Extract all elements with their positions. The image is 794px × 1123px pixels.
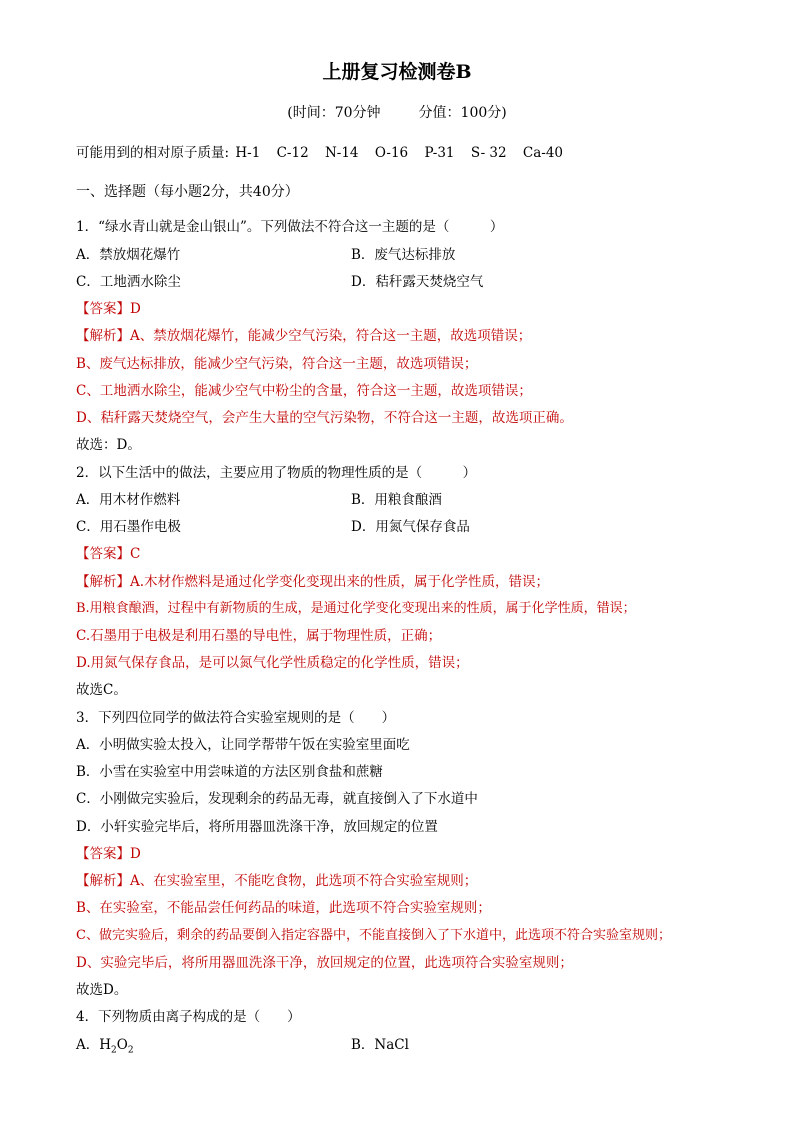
option-d: D．秸秆露天焚烧空气: [351, 274, 484, 290]
question-2-answer: 【答案】C: [76, 546, 141, 562]
question-3-answer: 【答案】D: [76, 846, 141, 862]
exam-info: [0, 104, 794, 122]
option-a: A．禁放烟花爆竹: [76, 247, 181, 263]
atomic-mass-item: N-14: [324, 145, 359, 161]
question-3-analysis-line: D、实验完毕后，将所用器皿洗涤干净，放回规定的位置，此选项符合实验室规则；: [76, 955, 573, 971]
question-1-analysis-line: 【解析】A、禁放烟花爆竹，能减少空气污染，符合这一主题，故选项错误；: [76, 328, 532, 344]
option-c: C．小刚做完实验后，发现剩余的药品无毒，就直接倒入了下水道中: [76, 791, 478, 807]
question-1-answer: 【答案】D: [76, 301, 141, 317]
question-1-stem: 1．“绿水青山就是金山银山”。下列做法不符合这一主题的是（ ）: [76, 219, 504, 235]
question-3-analysis-line: C、做完实验后，剩余的药品要倒入指定容器中，不能直接倒入了下水道中，此选项不符合实验室规则；: [76, 928, 671, 943]
total-score: 分值：100分): [418, 105, 507, 121]
page-title: 上册复习检测卷B: [322, 61, 472, 83]
option-b: B．废气达标排放: [351, 247, 456, 263]
section-heading: 一、选择题（每小题2分，共40分）: [76, 184, 299, 200]
option-d: D．用氮气保存食品: [351, 519, 470, 535]
atomic-mass-item: Ca-40: [522, 145, 564, 161]
question-4-options-row-1: [76, 1036, 716, 1054]
question-2-stem: 2．以下生活中的做法，主要应用了物质的物理性质的是（ ）: [76, 465, 477, 481]
option-b: B．NaCl: [351, 1037, 409, 1053]
question-2-options-row-1: [76, 491, 716, 509]
atomic-mass-item: P-31: [424, 145, 455, 161]
option-c: C．用石墨作电极: [76, 519, 181, 535]
question-3-conclusion: 故选D。: [76, 982, 128, 998]
question-1-conclusion: 故选：D。: [76, 437, 141, 453]
question-1-options-row-1: [76, 246, 716, 264]
question-2-analysis-line: C.石墨用于电极是利用石墨的导电性，属于物理性质，正确；: [76, 628, 442, 644]
question-2-options-row-2: [76, 518, 716, 536]
question-1-options-row-2: [76, 273, 716, 291]
option-a: A．用木材作燃料: [76, 492, 181, 508]
question-1-analysis-line: B、废气达标排放，能减少空气污染，符合这一主题，故选项错误；: [76, 356, 478, 372]
option-a: A．$H_2O_2$: [76, 1037, 134, 1056]
question-3-stem: 3．下列四位同学的做法符合实验室规则的是（ ）: [76, 710, 396, 726]
option-c: C．工地洒水除尘: [76, 274, 181, 290]
option-d: D．小轩实验完毕后，将所用器皿洗涤干净，放回规定的位置: [76, 819, 438, 835]
atomic-mass-item: C-12: [276, 145, 309, 161]
atomic-mass-item: H-1: [235, 145, 261, 161]
time-limit: (时间：70分钟: [287, 105, 381, 121]
atomic-mass-item: S- 32: [470, 145, 507, 161]
atomic-mass-item: O-16: [374, 145, 409, 161]
question-2-analysis-line: B.用粮食酿酒，过程中有新物质的生成，是通过化学变化变现出来的性质，属于化学性质，错误；: [76, 601, 636, 616]
option-a: A．小明做实验太投入，让同学帮带午饭在实验室里面吃: [76, 737, 410, 753]
question-4-stem: 4．下列物质由离子构成的是（ ）: [76, 1009, 301, 1025]
question-1-analysis-line: D、秸秆露天焚烧空气，会产生大量的空气污染物，不符合这一主题，故选项正确。: [76, 410, 573, 426]
question-1-analysis-line: C、工地洒水除尘，能减少空气中粉尘的含量，符合这一主题，故选项错误；: [76, 383, 532, 399]
question-3-analysis-line: B、在实验室，不能品尝任何药品的味道，此选项不符合实验室规则；: [76, 900, 491, 916]
option-b: B．用粮食酿酒: [351, 492, 442, 508]
atomic-masses-label: 可能用到的相对原子质量:: [76, 145, 230, 161]
question-2-analysis-line: D.用氮气保存食品，是可以氮气化学性质稳定的化学性质，错误；: [76, 655, 469, 671]
question-2-conclusion: 故选C。: [76, 682, 127, 698]
atomic-masses: [76, 144, 575, 162]
question-2-analysis-line: 【解析】A.木材作燃料是通过化学变化变现出来的性质，属于化学性质，错误；: [76, 574, 550, 590]
question-3-analysis-line: 【解析】A、在实验室里，不能吃食物，此选项不符合实验室规则；: [76, 873, 478, 889]
option-b: B．小雪在实验室中用尝味道的方法区别食盐和蔗糖: [76, 764, 383, 780]
